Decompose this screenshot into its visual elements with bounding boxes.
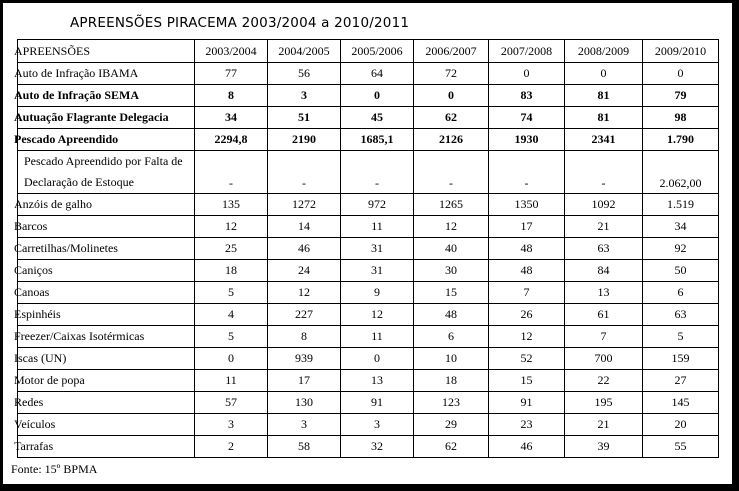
value-cell: 92 <box>643 238 719 260</box>
value-cell: 3 <box>341 414 414 436</box>
row-label-cell: Autuação Flagrante Delegacia <box>18 107 195 129</box>
table-row <box>18 151 719 194</box>
value-cell: 31 <box>341 260 414 282</box>
table-row <box>18 260 719 282</box>
value-cell: 12 <box>414 216 489 238</box>
value-cell: 2 <box>195 436 268 458</box>
value-cell: 5 <box>195 326 268 348</box>
value-cell: 23 <box>489 414 565 436</box>
table-row <box>18 414 719 436</box>
table-row <box>18 238 719 260</box>
value-cell: 2341 <box>565 129 643 151</box>
value-cell: 18 <box>195 260 268 282</box>
value-cell: 6 <box>643 282 719 304</box>
header-year-cell: 2006/2007 <box>414 40 489 63</box>
value-cell: 81 <box>565 107 643 129</box>
value-cell: 63 <box>565 238 643 260</box>
value-cell: 5 <box>643 326 719 348</box>
value-cell: 39 <box>565 436 643 458</box>
row-label-cell: Tarrafas <box>18 436 195 458</box>
table-header-row <box>18 40 719 63</box>
value-cell: - <box>565 151 643 194</box>
value-cell: 12 <box>341 304 414 326</box>
value-cell: 34 <box>195 107 268 129</box>
value-cell: 98 <box>643 107 719 129</box>
value-cell: 8 <box>268 326 341 348</box>
row-label-cell: Veículos <box>18 414 195 436</box>
value-cell: 939 <box>268 348 341 370</box>
value-cell: 62 <box>414 107 489 129</box>
value-cell: 0 <box>643 63 719 85</box>
value-cell: 40 <box>414 238 489 260</box>
value-cell: 20 <box>643 414 719 436</box>
value-cell: 48 <box>489 238 565 260</box>
value-cell: 57 <box>195 392 268 414</box>
value-cell: 52 <box>489 348 565 370</box>
row-label-cell: Barcos <box>18 216 195 238</box>
value-cell: 11 <box>341 216 414 238</box>
value-cell: 2294,8 <box>195 129 268 151</box>
value-cell: 63 <box>643 304 719 326</box>
value-cell: 13 <box>565 282 643 304</box>
value-cell: 1.519 <box>643 194 719 216</box>
value-cell: - <box>268 151 341 194</box>
value-cell: 17 <box>268 370 341 392</box>
header-year-cell: 2005/2006 <box>341 40 414 63</box>
value-cell: 1.790 <box>643 129 719 151</box>
value-cell: 227 <box>268 304 341 326</box>
value-cell: 972 <box>341 194 414 216</box>
value-cell: 11 <box>195 370 268 392</box>
value-cell: 84 <box>565 260 643 282</box>
table-row <box>18 348 719 370</box>
value-cell: 25 <box>195 238 268 260</box>
value-cell: 24 <box>268 260 341 282</box>
value-cell: 48 <box>489 260 565 282</box>
header-year-cell: 2003/2004 <box>195 40 268 63</box>
value-cell: - <box>195 151 268 194</box>
value-cell: 48 <box>414 304 489 326</box>
value-cell: 18 <box>414 370 489 392</box>
row-label-cell: Auto de Infração IBAMA <box>18 63 195 85</box>
value-cell: 79 <box>643 85 719 107</box>
value-cell: 29 <box>414 414 489 436</box>
value-cell: 8 <box>195 85 268 107</box>
value-cell: - <box>341 151 414 194</box>
value-cell: 32 <box>341 436 414 458</box>
value-cell: 0 <box>341 348 414 370</box>
value-cell: 10 <box>414 348 489 370</box>
value-cell: 2.062,00 <box>643 151 719 194</box>
table-row <box>18 326 719 348</box>
value-cell: 12 <box>489 326 565 348</box>
value-cell: 74 <box>489 107 565 129</box>
row-label-cell: Freezer/Caixas Isotérmicas <box>18 326 195 348</box>
value-cell: 145 <box>643 392 719 414</box>
value-cell: 1350 <box>489 194 565 216</box>
table-row <box>18 107 719 129</box>
value-cell: 72 <box>414 63 489 85</box>
row-label-cell: Iscas (UN) <box>18 348 195 370</box>
value-cell: 123 <box>414 392 489 414</box>
value-cell: 4 <box>195 304 268 326</box>
value-cell: 30 <box>414 260 489 282</box>
row-label-cell: Pescado Apreendido <box>18 129 195 151</box>
row-label-cell: Anzóis de galho <box>18 194 195 216</box>
value-cell: 130 <box>268 392 341 414</box>
value-cell: 159 <box>643 348 719 370</box>
value-cell: 0 <box>195 348 268 370</box>
table-row <box>18 304 719 326</box>
value-cell: 9 <box>341 282 414 304</box>
value-cell: 46 <box>489 436 565 458</box>
value-cell: 62 <box>414 436 489 458</box>
row-label-cell: Pescado Apreendido por Falta de Declaração de Estoque <box>18 151 195 194</box>
value-cell: 64 <box>341 63 414 85</box>
value-cell: 0 <box>414 85 489 107</box>
value-cell: 15 <box>414 282 489 304</box>
document-title: APREENSÕES PIRACEMA 2003/2004 a 2010/2011 <box>70 15 410 31</box>
table-row <box>18 370 719 392</box>
value-cell: 91 <box>341 392 414 414</box>
header-year-cell: 2008/2009 <box>565 40 643 63</box>
value-cell: 5 <box>195 282 268 304</box>
value-cell: 3 <box>268 85 341 107</box>
value-cell: 91 <box>489 392 565 414</box>
value-cell: 21 <box>565 414 643 436</box>
value-cell: 56 <box>268 63 341 85</box>
value-cell: 55 <box>643 436 719 458</box>
value-cell: 2190 <box>268 129 341 151</box>
value-cell: 51 <box>268 107 341 129</box>
table-row <box>18 436 719 458</box>
value-cell: 50 <box>643 260 719 282</box>
header-label-cell: APREENSÕES <box>18 40 195 63</box>
value-cell: 58 <box>268 436 341 458</box>
table-row <box>18 63 719 85</box>
row-label-cell: Redes <box>18 392 195 414</box>
value-cell: 2126 <box>414 129 489 151</box>
value-cell: 83 <box>489 85 565 107</box>
value-cell: 1930 <box>489 129 565 151</box>
value-cell: 15 <box>489 370 565 392</box>
value-cell: 34 <box>643 216 719 238</box>
value-cell: - <box>414 151 489 194</box>
row-label-cell: Motor de popa <box>18 370 195 392</box>
value-cell: 12 <box>195 216 268 238</box>
source-note: Fonte: 15º BPMA <box>11 462 98 476</box>
value-cell: 7 <box>565 326 643 348</box>
value-cell: 0 <box>341 85 414 107</box>
table-row <box>18 216 719 238</box>
apprehensions-table <box>14 39 719 458</box>
table-row <box>18 85 719 107</box>
value-cell: 14 <box>268 216 341 238</box>
value-cell: 46 <box>268 238 341 260</box>
value-cell: 22 <box>565 370 643 392</box>
value-cell: 12 <box>268 282 341 304</box>
header-year-cell: 2007/2008 <box>489 40 565 63</box>
value-cell: 45 <box>341 107 414 129</box>
value-cell: 11 <box>341 326 414 348</box>
value-cell: 0 <box>565 63 643 85</box>
table-row <box>18 129 719 151</box>
row-label-cell: Caniços <box>18 260 195 282</box>
value-cell: 26 <box>489 304 565 326</box>
value-cell: 21 <box>565 216 643 238</box>
value-cell: 13 <box>341 370 414 392</box>
value-cell: 135 <box>195 194 268 216</box>
table-row <box>18 194 719 216</box>
value-cell: 0 <box>489 63 565 85</box>
value-cell: 1265 <box>414 194 489 216</box>
value-cell: 61 <box>565 304 643 326</box>
value-cell: 27 <box>643 370 719 392</box>
table-row <box>18 282 719 304</box>
value-cell: - <box>489 151 565 194</box>
value-cell: 31 <box>341 238 414 260</box>
value-cell: 1092 <box>565 194 643 216</box>
value-cell: 77 <box>195 63 268 85</box>
row-label-cell: Espinhéis <box>18 304 195 326</box>
header-year-cell: 2009/2010 <box>643 40 719 63</box>
value-cell: 195 <box>565 392 643 414</box>
row-label-cell: Carretilhas/Molinetes <box>18 238 195 260</box>
value-cell: 700 <box>565 348 643 370</box>
value-cell: 3 <box>195 414 268 436</box>
value-cell: 81 <box>565 85 643 107</box>
table-row <box>18 392 719 414</box>
value-cell: 1272 <box>268 194 341 216</box>
header-year-cell: 2004/2005 <box>268 40 341 63</box>
value-cell: 7 <box>489 282 565 304</box>
value-cell: 1685,1 <box>341 129 414 151</box>
row-label-cell: Canoas <box>18 282 195 304</box>
value-cell: 6 <box>414 326 489 348</box>
row-label-cell: Auto de Infração SEMA <box>18 85 195 107</box>
value-cell: 3 <box>268 414 341 436</box>
value-cell: 17 <box>489 216 565 238</box>
